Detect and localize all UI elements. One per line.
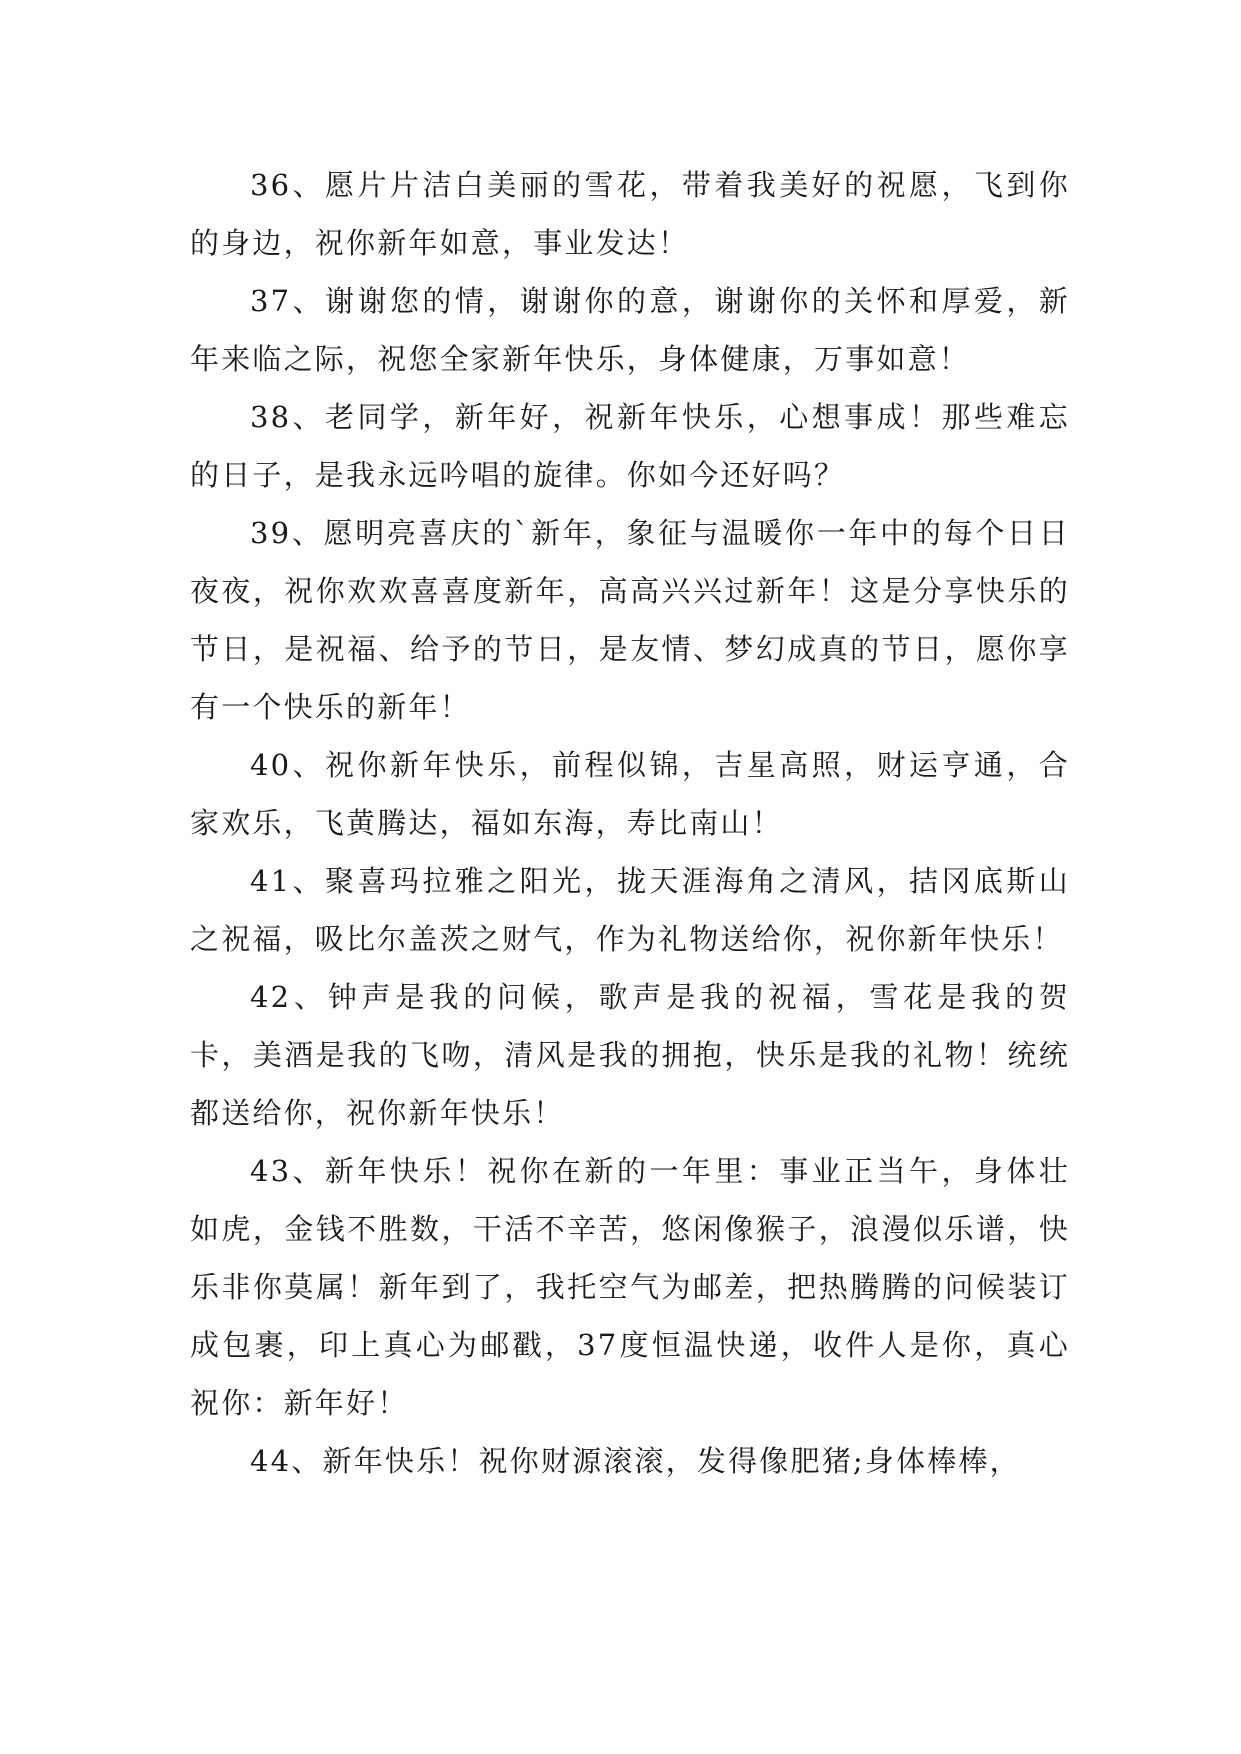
paragraph-42: 42、钟声是我的问候，歌声是我的祝福，雪花是我的贺卡，美酒是我的飞吻，清风是我的拥抱，快乐是我的礼物！统统都送给你，祝你新年快乐！ (190, 980, 1070, 1130)
document-body (190, 156, 1070, 1490)
paragraph-36: 36、愿片片洁白美丽的雪花，带着我美好的祝愿，飞到你的身边，祝你新年如意，事业发达！ (190, 168, 1070, 260)
paragraph-38: 38、老同学，新年好，祝新年快乐，心想事成！那些难忘的日子，是我永远吟唱的旋律。你如今还好吗？ (190, 400, 1070, 492)
paragraph-40: 40、祝你新年快乐，前程似锦，吉星高照，财运亨通，合家欢乐，飞黄腾达，福如东海，寿比南山！ (190, 748, 1070, 840)
paragraph-41: 41、聚喜玛拉雅之阳光，拢天涯海角之清风，拮冈底斯山之祝福，吸比尔盖茨之财气，作为礼物送给你，祝你新年快乐！ (190, 864, 1070, 956)
paragraph-43: 43、新年快乐！祝你在新的一年里：事业正当午，身体壮如虎，金钱不胜数，干活不辛苦，悠闲像猴子，浪漫似乐谱，快乐非你莫属！新年到了，我托空气为邮差，把热腾腾的问候装订成包裹，印上真心为邮戳，37度恒温快递，收件人是你，真心祝你：新年好！ (190, 1154, 1070, 1420)
paragraph-37: 37、谢谢您的情，谢谢你的意，谢谢你的关怀和厚爱，新年来临之际，祝您全家新年快乐，身体健康，万事如意！ (190, 284, 1070, 376)
paragraph-44: 44、新年快乐！祝你财源滚滚，发得像肥猪;身体棒棒， (250, 1444, 1021, 1478)
paragraph-39: 39、愿明亮喜庆的`新年，象征与温暖你一年中的每个日日夜夜，祝你欢欢喜喜度新年，高高兴兴过新年！这是分享快乐的节日，是祝福、给予的节日，是友情、梦幻成真的节日，愿你享有一个快乐的新年！ (190, 516, 1070, 724)
